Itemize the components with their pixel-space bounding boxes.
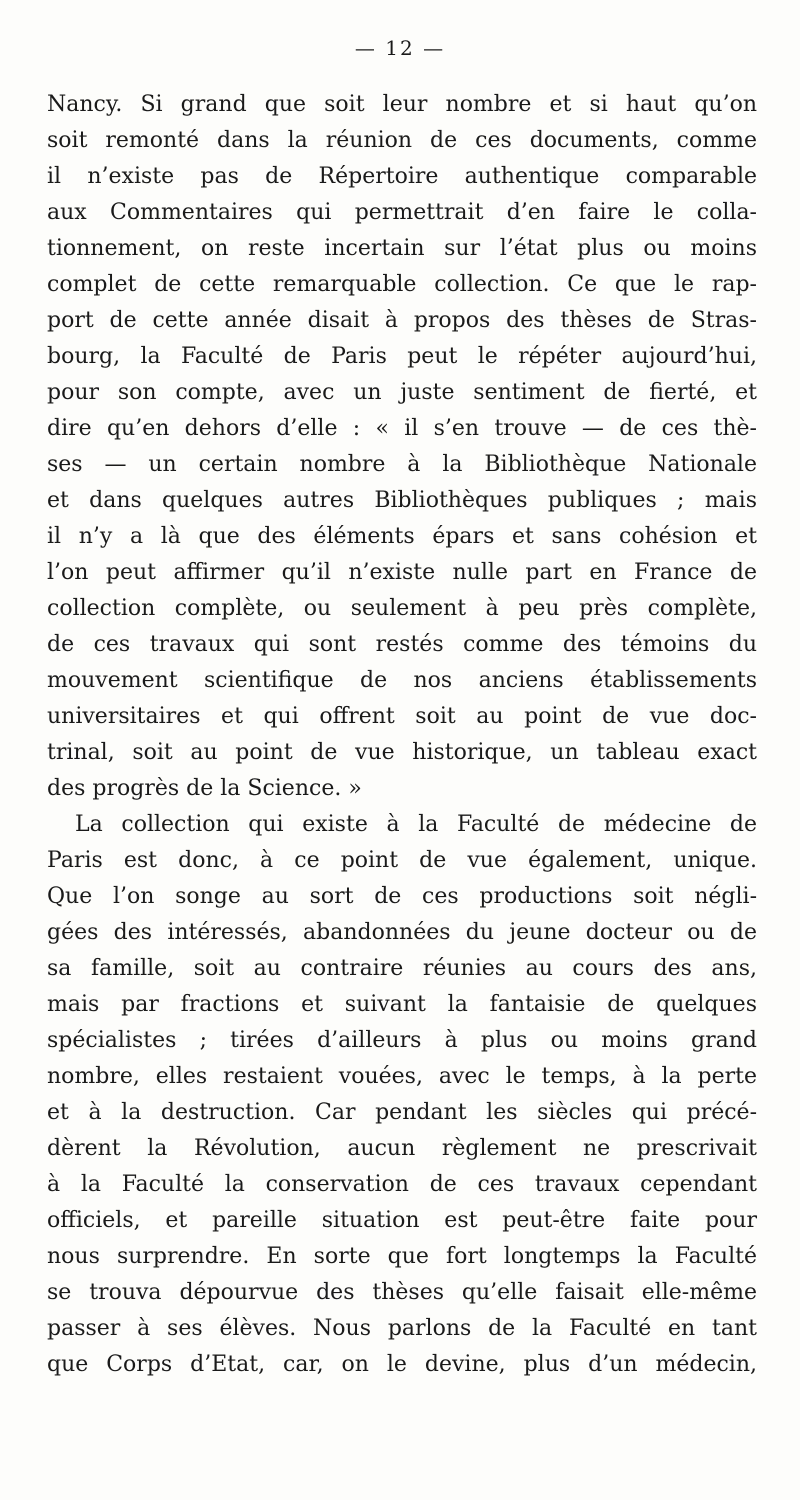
text-line: spécialistes ; tirées d’ailleurs à plus ou moins grand — [47, 1028, 757, 1053]
text-line: gées des intéressés, abandonnées du jeune docteur ou de — [47, 920, 757, 945]
text-line: à la Faculté la conservation de ces travaux cependant — [47, 1172, 757, 1197]
text-line: il n’y a là que des éléments épars et sans cohésion et — [47, 524, 757, 549]
text-line: et à la destruction. Car pendant les siècles qui précé- — [47, 1100, 757, 1125]
body-text — [47, 87, 757, 1383]
text-line: se trouva dépourvue des thèses qu’elle faisait elle-même — [47, 1280, 757, 1305]
text-line: tionnement, on reste incertain sur l’état plus ou moins — [47, 236, 757, 261]
text-line: Que l’on songe au sort de ces productions soit négli- — [47, 884, 757, 909]
page-number: — 12 — — [354, 36, 446, 60]
text-line: pour son compte, avec un juste sentiment de fierté, et — [47, 380, 757, 405]
text-line: mais par fractions et suivant la fantaisie de quelques — [47, 992, 757, 1017]
text-line: nombre, elles restaient vouées, avec le temps, à la perte — [47, 1064, 757, 1089]
text-line: Paris est donc, à ce point de vue également, unique. — [47, 848, 757, 873]
text-line: officiels, et pareille situation est peut-être faite pour — [47, 1208, 757, 1233]
text-line: aux Commentaires qui permettrait d’en faire le colla- — [47, 200, 757, 225]
text-line: mouvement scientifique de nos anciens établissements — [47, 668, 757, 693]
text-line: collection complète, ou seulement à peu près complète, — [47, 596, 757, 621]
text-line: soit remonté dans la réunion de ces documents, comme — [47, 128, 757, 153]
text-line: il n’existe pas de Répertoire authentique comparable — [47, 164, 757, 189]
text-line: complet de cette remarquable collection. Ce que le rap- — [47, 272, 757, 297]
text-line: port de cette année disait à propos des thèses de Stras- — [47, 308, 757, 333]
text-line: passer à ses élèves. Nous parlons de la Faculté en tant — [47, 1316, 757, 1341]
text-line: La collection qui existe à la Faculté de médecine de — [75, 812, 757, 837]
text-line: trinal, soit au point de vue historique, un tableau exact — [47, 740, 757, 765]
text-line: nous surprendre. En sorte que fort longtemps la Faculté — [47, 1244, 757, 1269]
text-line: dèrent la Révolution, aucun règlement ne prescrivait — [47, 1136, 757, 1161]
text-line: l’on peut affirmer qu’il n’existe nulle part en France de — [47, 560, 757, 585]
text-line: dire qu’en dehors d’elle : « il s’en trouve — de ces thè- — [47, 416, 757, 441]
text-line: bourg, la Faculté de Paris peut le répéter aujourd’hui, — [47, 344, 757, 369]
text-line: Nancy. Si grand que soit leur nombre et si haut qu’on — [47, 92, 757, 117]
text-line: des progrès de la Science. » — [47, 776, 362, 801]
text-line: que Corps d’Etat, car, on le devine, plus d’un médecin, — [47, 1352, 757, 1377]
text-line: sa famille, soit au contraire réunies au cours des ans, — [47, 956, 757, 981]
text-line: et dans quelques autres Bibliothèques publiques ; mais — [47, 488, 757, 513]
text-line: de ces travaux qui sont restés comme des témoins du — [47, 632, 757, 657]
text-line: ses — un certain nombre à la Bibliothèque Nationale — [47, 452, 757, 477]
text-line: universitaires et qui offrent soit au point de vue doc- — [47, 704, 757, 729]
